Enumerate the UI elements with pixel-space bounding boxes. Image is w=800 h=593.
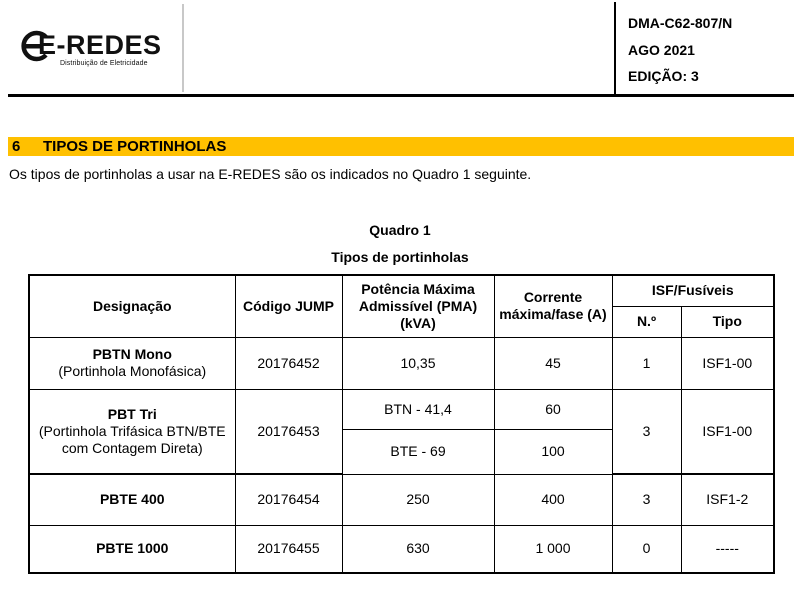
header-isf: ISF/Fusíveis	[612, 275, 774, 306]
cell-codigo: 20176454	[235, 474, 342, 525]
cell-isf-num: 3	[612, 474, 681, 525]
section-intro: Os tipos de portinholas a usar na E-REDES são os indicados no Quadro 1 seguinte.	[9, 166, 532, 182]
row-desc: (Portinhola Monofásica)	[58, 363, 207, 379]
header-divider	[614, 2, 616, 96]
e-redes-logo	[20, 26, 170, 72]
header-divider	[182, 4, 184, 92]
doc-date: AGO 2021	[628, 42, 695, 58]
cell-isf-num: 1	[612, 337, 681, 389]
row-desc: (Portinhola Trifásica BTN/BTE com Contagem Direta)	[38, 422, 226, 456]
table-row	[29, 337, 774, 389]
cell-isf-tipo: -----	[681, 525, 774, 573]
cell-isf-tipo: ISF1-2	[681, 474, 774, 525]
header-rule	[8, 94, 794, 97]
row-name: PBT Tri	[107, 405, 157, 422]
cell-corrente: 100	[494, 429, 612, 474]
cell-codigo: 20176455	[235, 525, 342, 573]
row-name: PBTE 1000	[96, 540, 169, 557]
cell-potencia: BTE - 69	[342, 429, 494, 474]
cell-isf-num: 3	[612, 389, 681, 474]
cell-corrente: 1 000	[494, 525, 612, 573]
cell-designacao	[29, 389, 235, 474]
cell-codigo: 20176452	[235, 337, 342, 389]
cell-designacao	[29, 474, 235, 525]
header-isf-tipo: Tipo	[681, 306, 774, 337]
cell-designacao	[29, 337, 235, 389]
table-caption-title: Tipos de portinholas	[331, 249, 469, 265]
cell-isf-num: 0	[612, 525, 681, 573]
section-number: 6	[12, 138, 21, 155]
table-row	[29, 474, 774, 525]
cell-potencia: 10,35	[342, 337, 494, 389]
portinholas-table	[28, 274, 775, 574]
row-name: PBTE 400	[99, 491, 165, 508]
header-designacao: Designação	[29, 275, 235, 337]
cell-corrente: 60	[494, 389, 612, 429]
cell-codigo: 20176453	[235, 389, 342, 474]
cell-potencia: 250	[342, 474, 494, 525]
cell-isf-tipo: ISF1-00	[681, 389, 774, 474]
cell-potencia: BTN - 41,4	[342, 389, 494, 429]
doc-edition: EDIÇÃO: 3	[628, 68, 699, 84]
section-title: TIPOS DE PORTINHOLAS	[43, 138, 227, 155]
header-isf-num: N.º	[612, 306, 681, 337]
cell-corrente: 45	[494, 337, 612, 389]
header-codigo: Código JUMP	[235, 275, 342, 337]
doc-code: DMA-C62-807/N	[628, 15, 733, 31]
document-header	[0, 0, 800, 98]
cell-isf-tipo: ISF1-00	[681, 337, 774, 389]
logo-text: E-REDES	[38, 30, 162, 60]
table-row	[29, 525, 774, 573]
cell-corrente: 400	[494, 474, 612, 525]
cell-designacao	[29, 525, 235, 573]
header-corrente: Corrente máxima/fase (A)	[494, 275, 612, 337]
table-caption-number: Quadro 1	[369, 222, 431, 238]
cell-potencia: 630	[342, 525, 494, 573]
table-row	[29, 389, 774, 429]
logo-subtitle: Distribuição de Eletricidade	[60, 60, 148, 67]
row-name: PBTN Mono	[92, 346, 172, 362]
header-potencia: Potência Máxima Admissível (PMA) (kVA)	[342, 275, 494, 337]
